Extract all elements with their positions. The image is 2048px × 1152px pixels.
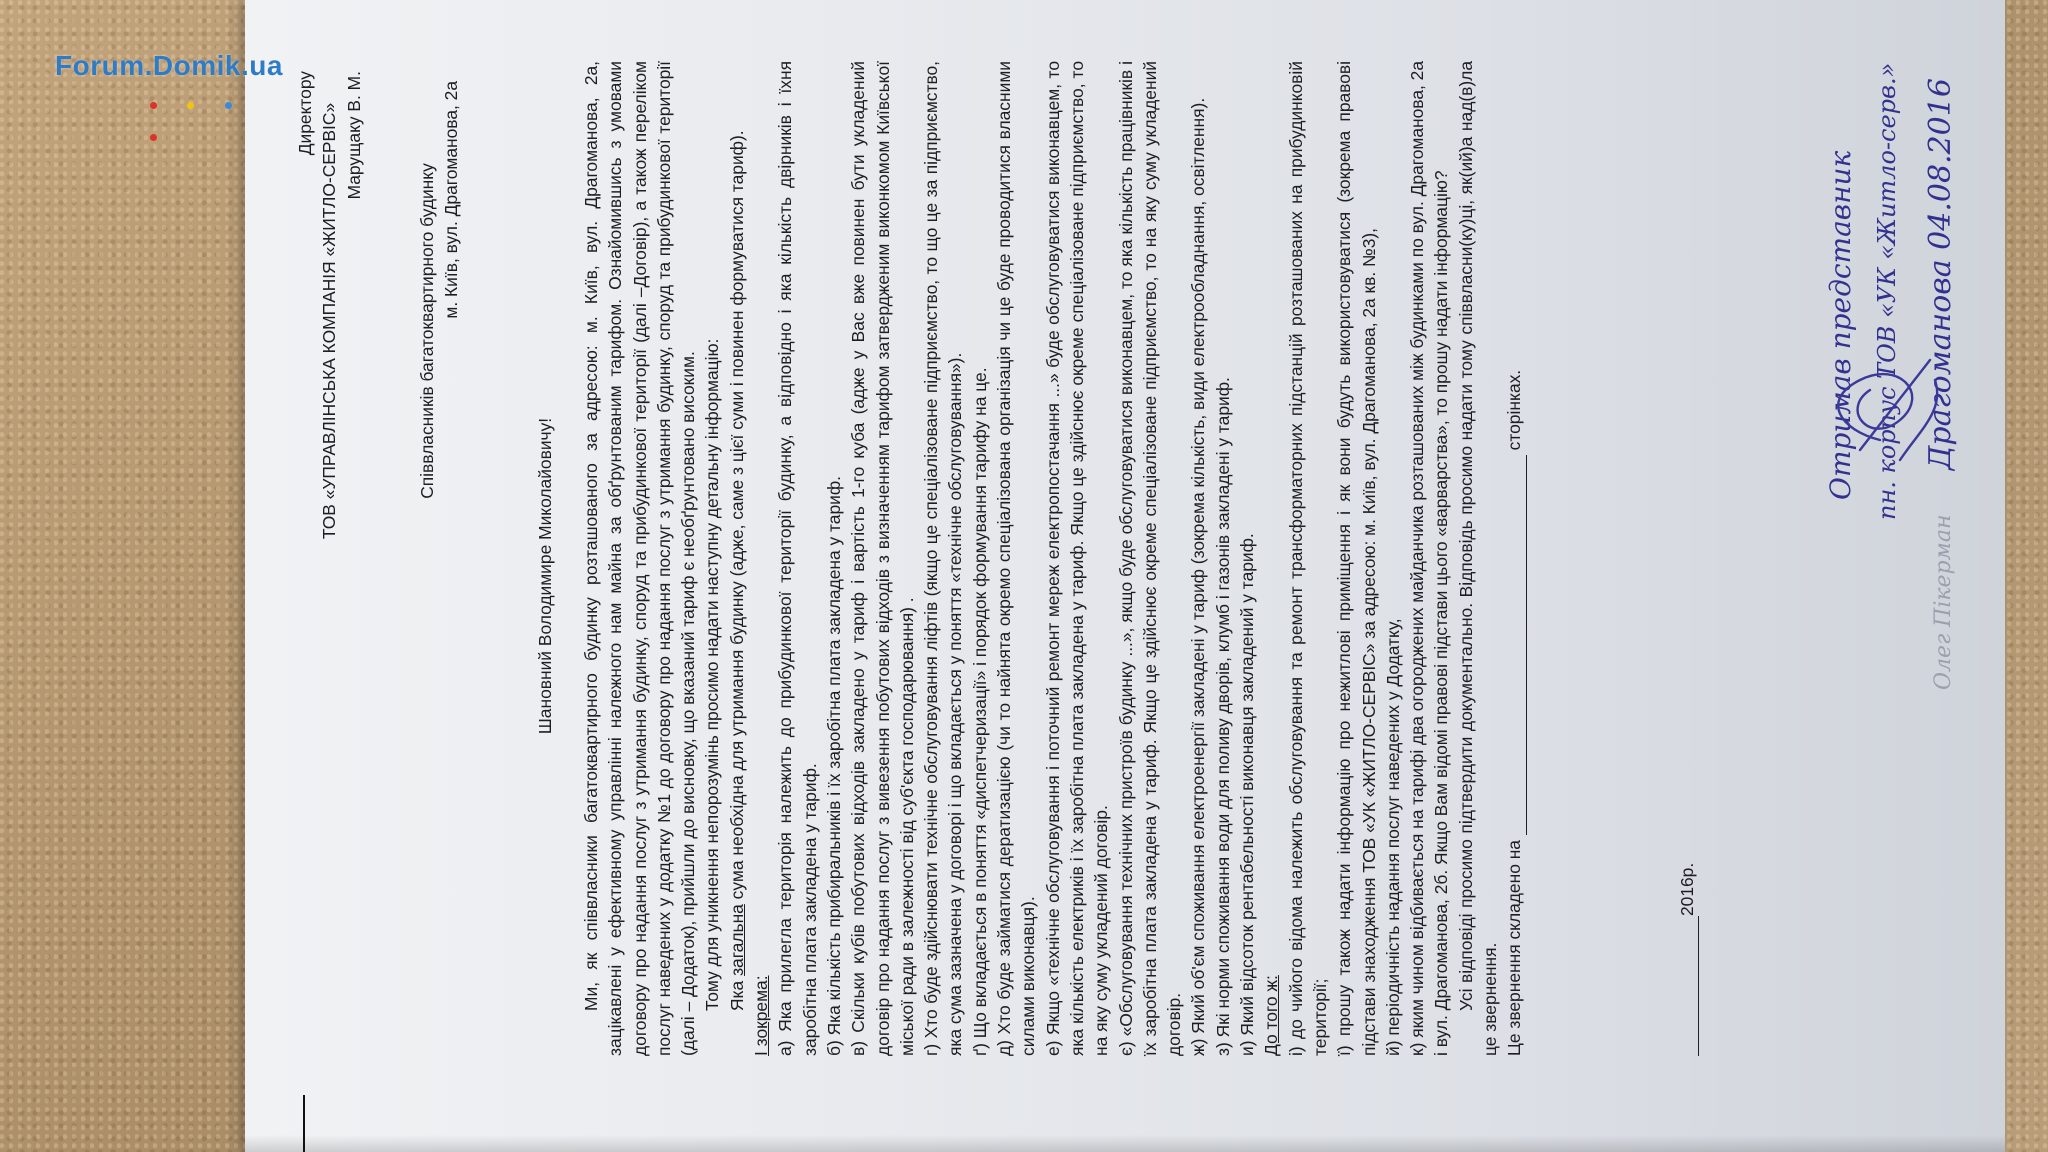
letter-page	[275, 21, 1975, 1131]
letter-body	[579, 61, 1527, 1056]
date-text: 2016р.	[1677, 862, 1697, 916]
watermark-dot	[225, 102, 232, 109]
paper-mark-line	[303, 1095, 305, 1152]
extra-list-item: к) яким чином відбивається на тарифі два огороджених майданчика розташованих між будинками по вул. Драгоманова, 2а і вул. Драгоманова, 2б. Якщо Вам відомі правові підстави цього «варварства», то прошу надати інформацію?	[1407, 61, 1452, 1056]
watermark-dot	[187, 102, 194, 109]
list-item: є) «Обслуговування технічних пристроїв будинку ...», якщо буде обслуговуватися виконавцем, то яка кількість працівників і їх заробітна плата закладена у тариф. Якщо це здійснює окреме спеціалізоване підприємство, то на яку суму укладений договір.	[1115, 61, 1185, 1056]
sender-block	[415, 81, 464, 581]
list-item: д) Хто буде займатися дератизацією (чи то найнята окремо спеціалізована організація чи це буде проводитися власними силами виконавця).	[994, 61, 1039, 1056]
watermark-text: Forum.Domik.ua	[55, 50, 283, 81]
sender-line-1: Співвласників багатоквартирного будинку	[417, 163, 437, 499]
list-item: ж) Який об'єм споживання електроенергії закладені у тариф (зокрема кількість, види електрообладнання, освітлення).	[1188, 97, 1209, 1056]
watermark-dot	[150, 134, 157, 141]
date-blank-line	[1680, 916, 1699, 1056]
request-paragraph: Тому для уникнення непорозумінь просимо надати наступну детальну інформацію:	[702, 338, 723, 1011]
list-item: а) Яка прилегла територія належить до прибудинкової території будинку, а відповідно і яка кількість двірників і їхня заробітна плата закладена у тариф.	[775, 61, 820, 1056]
paper-shadow	[245, 1135, 2005, 1152]
pages-prefix: Це звернення складено на	[1504, 840, 1525, 1056]
pages-line	[1502, 61, 1526, 1056]
recipient-line-1: Директору	[295, 71, 315, 156]
i-zokrema-heading: І зокрема:	[751, 975, 772, 1056]
letter-paper	[245, 0, 2005, 1152]
list-item: з) Які норми споживання води для поливу дворів, клумб і газонів закладені у тариф.	[1212, 377, 1233, 1056]
list-item: г) Хто буде здійснювати технічне обслуговування ліфтів (якщо це спеціалізоване підприємство, то що це за підприємство, яка сума зазначена у договорі і що вкладається у поняття «технічне обслуговування»).	[921, 61, 966, 1056]
list-item: в) Скільки кубів побутових відходів закладено у тариф і вартість 1-го куба (адже у Вас вже повинен бути укладений договір про надання послуг з вивезення побутових відходів з визначенням тарифом затвердженим виконкомом Київської міської ради в залежності від суб'єкта господарювання) .	[848, 61, 917, 1056]
extra-list-item: і) до чийого відома належить обслуговування та ремонт трансформаторних підстанцій розташованих на прибудинковій території;	[1285, 61, 1330, 1056]
list-item: б) Яка кількість прибиральників і їх заробітна плата закладена у тариф.	[823, 476, 844, 1056]
watermark-dots	[150, 84, 283, 148]
recipient-block	[293, 61, 366, 581]
recipient-line-2: ТОВ «УПРАВЛІНСЬКА КОМПАНІЯ «ЖИТЛО-СЕРВІС»	[319, 102, 340, 540]
intro-paragraph: Ми, як співвласники багатоквартирного будинку розташованого за адресою: м. Київ, вул. Драгоманова, 2а, зацікавлені у ефективному управлінні належного нам майна за обґрунтованим тарифом. Ознайомившись з умовами договору про надання послуг з утримання будинку, споруд та прибудинкової території (далі –Договір), а також переліком послуг наведених у додатку №1 до договору про надання послуг з утримання будинку, споруд та прибудинкової території (далі – Додаток), прийшли до висновку, що вказаний тариф є необґрунтовано високим.	[581, 61, 699, 1056]
sender-line-2: м. Київ, вул. Драгоманова, 2а	[441, 81, 462, 319]
list-item: е) Якщо «технічне обслуговування і поточний ремонт мереж електропостачання ...» буде обслуговуватися виконавцем, то яка кількість електриків і їх заробітна плата закладена у тариф. Якщо це здійснює окреме спеціалізоване підприємство, то на яку суму укладений договір.	[1042, 61, 1112, 1056]
pale-handwritten-name: Олег Пікерман	[1931, 514, 1956, 690]
pages-blank-line	[1508, 455, 1527, 835]
general-sum-suffix: сума необхідна для утримання будинку (адже, саме з цієї суми і повинен формуватися тариф).	[726, 130, 747, 900]
date-line	[1675, 863, 1699, 1056]
handwritten-line-3: Драгоманова 04.08.2016	[1923, 78, 1958, 470]
recipient-line-3: Марущаку В. М.	[343, 71, 364, 200]
extra-list-item: й) періодичність надання послуг наведених у Додатку,	[1382, 618, 1403, 1056]
do-togo-heading: До того ж:	[1261, 975, 1282, 1056]
list-item: ґ) Що вкладається в поняття «диспетчеризації» і порядок формування тарифу на це.	[969, 367, 990, 1056]
watermark-dot	[150, 102, 157, 109]
pages-suffix: сторінках.	[1504, 369, 1525, 451]
general-sum-underlined: загальна	[726, 904, 747, 976]
watermark-logo	[55, 50, 283, 82]
closing-paragraph: Усі відповіді просимо підтвердити документально. Відповідь просимо надати тому співвласни(ку)ці, як(ий)а над(в)ла це звернення.	[1455, 61, 1500, 1056]
greeting: Шановний Володимире Миколайовичу!	[535, 417, 555, 735]
extra-list-item: ї) прошу також надати інформацію про нежитлові приміщення і як вони будуть використовуватися (зокрема правові підстави знаходження ТОВ «УК «ЖИТЛО-СЕРВІС» за адресою: м. Київ, вул. Драгоманова, 2а кв. №3),	[1334, 61, 1379, 1056]
general-sum-paragraph	[725, 61, 749, 1056]
general-sum-prefix: Яка	[726, 980, 747, 1011]
handwritten-line-2: пн. корпус ТОВ «УК «Житло-серв.»	[1873, 62, 1901, 520]
handwritten-line-1: Отримав представник	[1824, 150, 1857, 500]
list-item: и) Який відсоток рентабельності виконавця закладений у тариф.	[1237, 533, 1258, 1056]
